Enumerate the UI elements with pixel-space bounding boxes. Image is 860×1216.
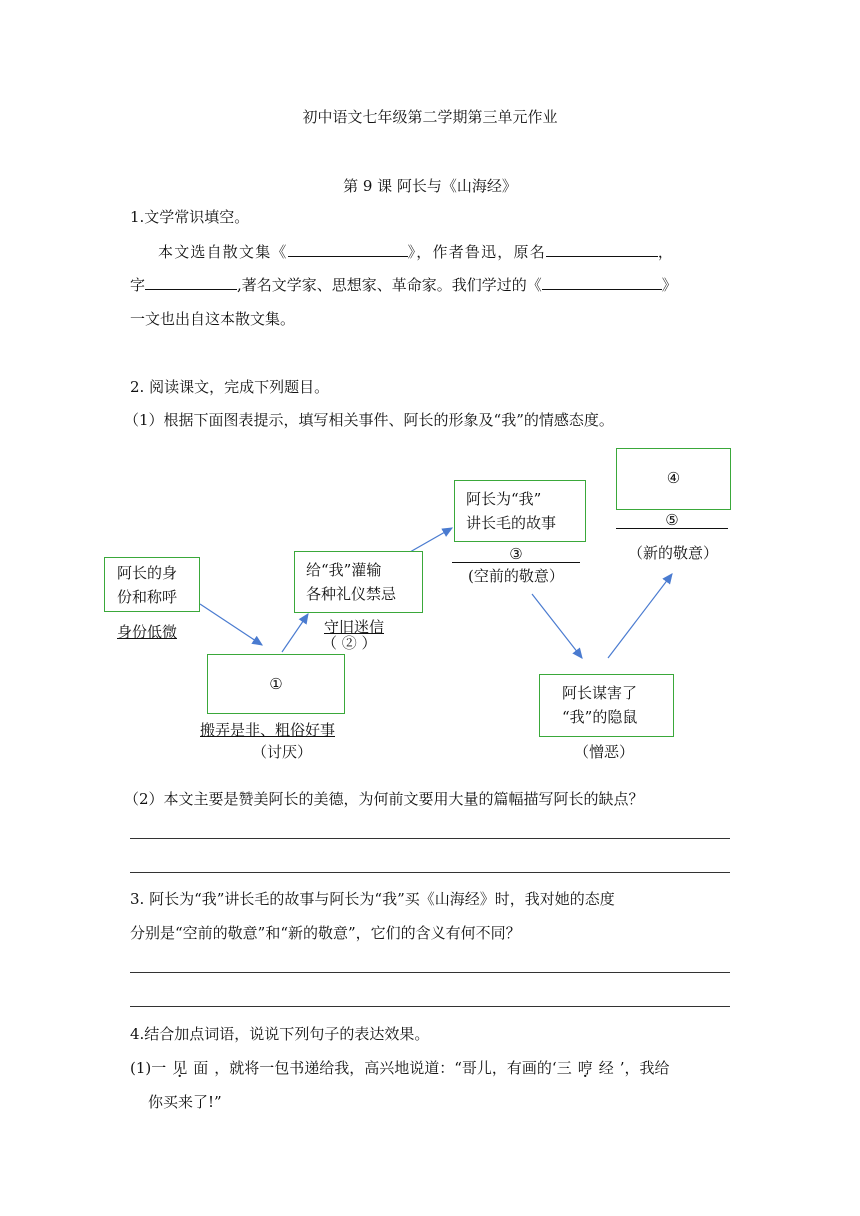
box-identity-line1: 阿长的身 xyxy=(117,564,178,582)
box-blank-4-label: ④ xyxy=(666,469,681,487)
q1-heading: 1.文学常识填空。 xyxy=(130,208,250,226)
q2-heading: 2. 阅读课文，完成下列题目。 xyxy=(130,378,330,396)
q1-text-f: 》 xyxy=(661,276,677,294)
emotion-5: （新的敬意） xyxy=(628,544,719,562)
q1-text-d: 字 xyxy=(130,276,146,294)
q1-line-3: 一文也出自这本散文集。 xyxy=(130,310,296,328)
identity-caption: 身份低微 xyxy=(117,623,178,641)
emotion-6: （憎恶） xyxy=(574,743,635,761)
q1-text-b: 》，作者鲁迅，原名 xyxy=(407,243,546,261)
q4-sentence-line-1 xyxy=(130,1058,670,1078)
q1-text-c: ， xyxy=(657,243,675,261)
answer-line[interactable] xyxy=(130,1006,730,1007)
caption-1: 搬弄是非、粗俗好事 xyxy=(200,721,336,739)
box-rat-line2: “我”的隐鼠 xyxy=(562,708,638,726)
q2-sub1: （1）根据下面图表提示，填写相关事件、阿长的形象及“我”的情感态度。 xyxy=(124,411,614,429)
q4-sentence-end: ’，我给 xyxy=(619,1059,670,1077)
q1-text-a: 本文选自散文集《 xyxy=(158,243,288,261)
lesson-title: 第 9 课 阿长与《山海经》 xyxy=(343,177,517,195)
answer-line[interactable] xyxy=(130,838,730,839)
q4-heading: 4.结合加点词语，说说下列句子的表达效果。 xyxy=(130,1025,430,1043)
worksheet-title: 初中语文七年级第二学期第三单元作业 xyxy=(302,108,558,126)
box-blank-1-label: ① xyxy=(269,675,283,693)
box-rat-line1: 阿长谋害了 xyxy=(562,684,638,702)
caption-3[interactable]: ③ xyxy=(452,544,580,563)
q4-sentence-line-2: 你买来了!” xyxy=(148,1093,222,1111)
arrow-story-to-rat xyxy=(532,594,582,658)
box-story-line1: 阿长为“我” xyxy=(466,490,542,508)
arrow-rules-to-story xyxy=(410,528,452,552)
caption-rules: 守旧迷信 xyxy=(324,618,385,636)
arrow-rat-to-4 xyxy=(608,574,672,658)
emotion-2[interactable]: （ ② ） xyxy=(322,634,377,652)
answer-line[interactable] xyxy=(130,972,730,973)
q4-sentence-mid: ，就将一包书递给我，高兴地说道：“哥儿，有画的‘ xyxy=(214,1059,557,1077)
q3-line-1: 3. 阿长为“我”讲长毛的故事与阿长为“我”买《山海经》时，我对她的态度 xyxy=(130,890,615,908)
answer-line[interactable] xyxy=(130,872,730,873)
dotted-word-yijianmian: 一见面 xyxy=(151,1059,215,1077)
box-story-line2: 讲长毛的故事 xyxy=(466,514,557,532)
arrow-1-to-rules xyxy=(282,614,308,652)
q1-text-e: ,著名文学家、思想家、革命家。我们学过的《 xyxy=(237,276,542,294)
q2-sub2: （2）本文主要是赞美阿长的美德，为何前文要用大量的篇幅描写阿长的缺点？ xyxy=(124,790,644,808)
arrow-identity-to-1 xyxy=(200,604,262,645)
q4-prefix: (1) xyxy=(130,1059,152,1077)
box-rules-line2: 各种礼仪禁忌 xyxy=(306,585,397,603)
caption-5[interactable]: ⑤ xyxy=(616,510,728,529)
box-identity-line2: 份和称呼 xyxy=(117,588,178,606)
q3-line-2: 分别是“空前的敬意”和“新的敬意”，它们的含义有何不同？ xyxy=(130,924,521,942)
box-rules-line1: 给“我”灌输 xyxy=(306,561,382,579)
dotted-word-sanhengjing: 三哼经 xyxy=(556,1059,620,1077)
emotion-1: （讨厌） xyxy=(252,743,313,761)
emotion-3: (空前的敬意） xyxy=(468,567,564,585)
